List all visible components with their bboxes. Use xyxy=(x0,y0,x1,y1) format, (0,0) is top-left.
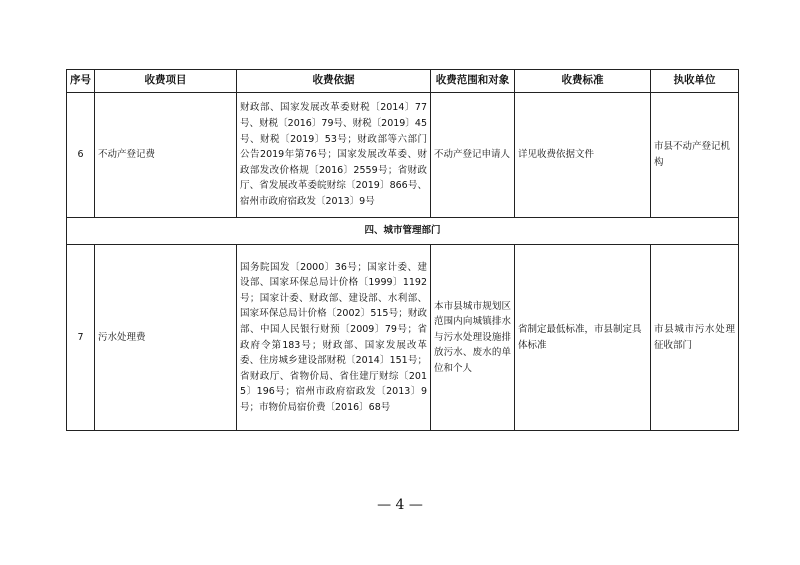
table-row xyxy=(67,245,739,431)
header-unit: 执收单位 xyxy=(651,70,739,93)
table-header-row xyxy=(67,70,739,93)
row-scope: 本市县城市规划区范围内向城镇排水与污水处理设施排放污水、废水的单位和个人 xyxy=(431,245,515,431)
row-no: 7 xyxy=(67,245,95,431)
page-number: — 4 — xyxy=(377,497,423,513)
row-basis: 国务院国发〔2000〕36号；国家计委、建设部、国家环保总局计价格〔1999〕1192号；国家计委、财政部、建设部、水利部、国家环保总局计价格〔2002〕515号；财政部、中国人民银行财预〔2009〕79号；省政府令第183号；财政部、国家发展改革委、住房城乡建设部财税〔2014〕151号；省财政厅、省物价局、省住建厅财综〔2015〕196号；宿州市政府宿政发〔2013〕9号；市物价局宿价费〔2016〕68号 xyxy=(237,245,431,431)
section-title: 四、城市管理部门 xyxy=(67,218,739,245)
fee-table xyxy=(66,69,739,431)
row-basis: 财政部、国家发展改革委财税〔2014〕77号、财税〔2016〕79号、财税〔2019〕45号、财税〔2019〕53号；财政部等六部门公告2019年第76号；国家发展改革委、财政部发改价格规〔2016〕2559号；省财政厅、省发展改革委皖财综〔2019〕866号、宿州市政府宿政发〔2013〕9号 xyxy=(237,93,431,218)
row-unit: 市县城市污水处理征收部门 xyxy=(651,245,739,431)
header-no: 序号 xyxy=(67,70,95,93)
header-scope: 收费范围和对象 xyxy=(431,70,515,93)
row-item: 污水处理费 xyxy=(95,245,237,431)
row-standard: 详见收费依据文件 xyxy=(515,93,651,218)
table-row xyxy=(67,93,739,218)
row-standard: 省制定最低标准，市县制定具体标准 xyxy=(515,245,651,431)
row-no: 6 xyxy=(67,93,95,218)
row-item: 不动产登记费 xyxy=(95,93,237,218)
row-scope: 不动产登记申请人 xyxy=(431,93,515,218)
header-basis: 收费依据 xyxy=(237,70,431,93)
header-standard: 收费标准 xyxy=(515,70,651,93)
section-row xyxy=(67,218,739,245)
row-unit: 市县不动产登记机构 xyxy=(651,93,739,218)
header-item: 收费项目 xyxy=(95,70,237,93)
